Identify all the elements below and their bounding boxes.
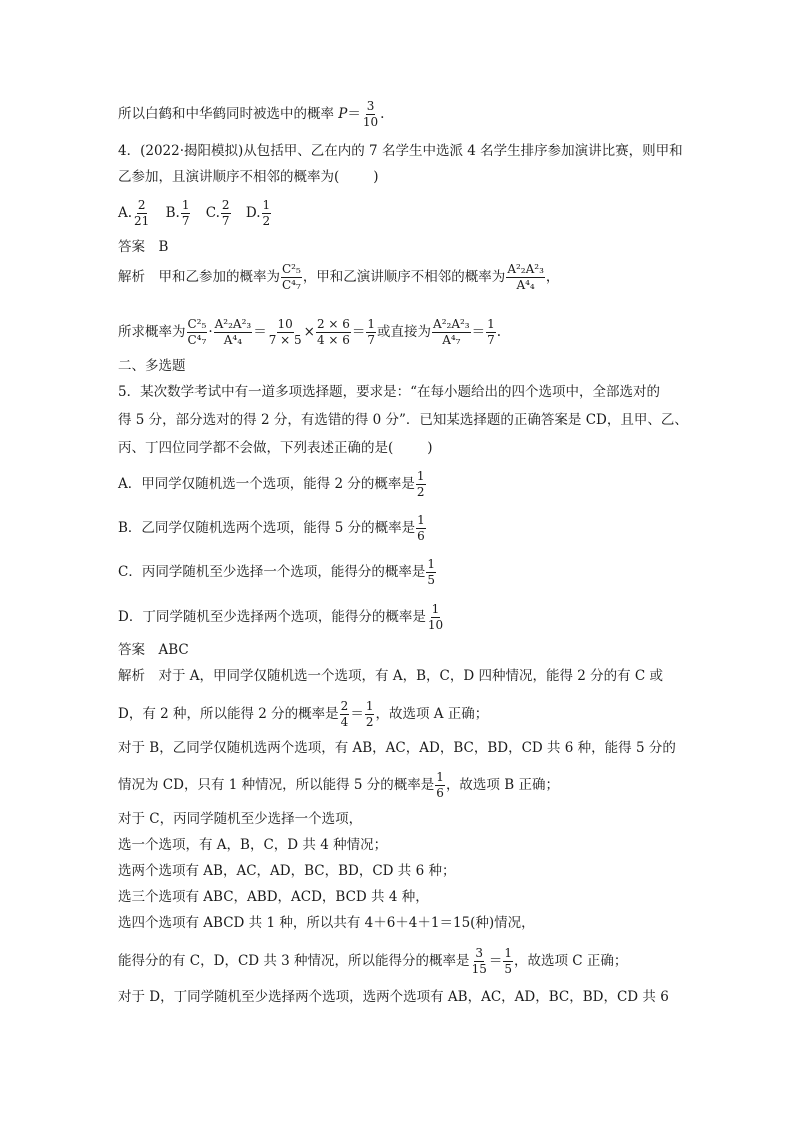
text: ， [545,269,560,285]
period: . [380,106,385,122]
variable-p: P [338,106,348,122]
q4-options [118,199,272,228]
text: A．甲同学仅随机选一个选项，能得 2 分的概率是 [118,476,415,492]
q5-stem-line2: 得 5 分，部分选对的得 2 分，有选错的得 0 分”．已知某选择题的正确答案是 CD，且甲、乙、 [118,412,688,428]
numerator: 2 [221,198,230,212]
fraction [316,318,351,347]
text: ，故选项 C 正确； [513,953,628,969]
numerator: 10 [277,317,293,331]
text: 情况为 CD，只有 1 种情况，所以能得 5 分的概率是 [118,777,435,793]
denominator: 6 [417,529,425,543]
equals-sign: ＝ [347,106,361,122]
numerator: 3 [475,946,484,960]
q4-answer: 答案 B [118,239,169,255]
fraction [365,700,375,729]
equals-sign: ＝ [351,324,366,340]
equals-sign: ＝ [253,324,267,340]
denominator: 2 [262,214,271,228]
q5-explanation-2 [118,700,488,729]
denominator: 21 [134,214,150,228]
text: ，甲和乙演讲顺序不相邻的概率为 [302,269,506,285]
text: ) [427,440,433,456]
section-heading: 二、多选题 [118,358,186,374]
q4-stem-line2 [118,167,379,187]
q5-explanation-5: 对于 C，丙同学随机至少选择一个选项， [118,811,363,827]
denominator: 7 [181,214,190,228]
fraction [268,318,303,347]
fraction [432,318,471,347]
denominator: A⁴₄ [223,333,243,347]
fraction [187,318,208,347]
q4-explanation-line1 [118,263,559,292]
fraction [362,100,379,129]
denominator: 15 [471,962,487,976]
fraction [503,947,513,976]
fraction [435,771,445,800]
q4-stem-line1: 4．(2022·揭阳模拟)从包括甲、乙在内的 7 名学生中选派 4 名学生排序参加演讲比赛，则甲和 [118,143,683,159]
denominator: A⁴₇ [442,333,461,347]
fraction [427,603,444,632]
denominator: 6 [436,786,444,800]
denominator: C⁴₇ [282,278,301,292]
text: 能得分的有 C，D，CD 共 3 种情况，所以能得分的概率是 [118,953,470,969]
q5-option-c [118,558,437,587]
numerator: A²₂A²₃ [507,262,544,276]
denominator: 2 [365,715,374,729]
text: 所求概率为 [118,324,186,340]
q5-explanation-9: 选四个选项有 ABCD 共 1 种，所以共有 4＋6＋4＋1＝15(种)情况， [118,915,535,931]
equals-sign: ＝ [488,953,503,969]
q5-option-a [118,470,427,499]
option-c-fraction [221,199,231,228]
fraction [366,318,376,347]
numerator: 1 [367,317,376,331]
numerator: 2 × 6 [316,317,350,331]
numerator: 1 [365,699,374,713]
text: D，有 2 种，所以能得 2 分的概率是 [118,706,339,722]
numerator: 3 [366,99,375,113]
numerator: 1 [431,602,440,616]
q5-explanation-7: 选两个选项有 AB，AC，AD，BC，BD，CD 共 6 种； [118,863,456,879]
prev-conclusion-line [118,100,384,129]
numerator: 2 [340,699,349,713]
numerator: A²₂A²₃ [214,317,252,331]
text: ，故选项 B 正确； [445,777,559,793]
q5-explanation-6: 选一个选项，有 A，B，C，D 共 4 种情况； [118,837,388,853]
text: 乙参加，且演讲顺序不相邻的概率为( [118,169,340,185]
text: 解析 甲和乙参加的概率为 [118,269,280,285]
option-a-label: A. [118,205,133,221]
denominator: 7 [367,333,376,347]
fraction [506,263,545,292]
option-a-fraction [133,199,150,228]
q5-explanation-4 [118,771,559,800]
q5-explanation-1: 解析 对于 A，甲同学仅随机选一个选项，有 A，B，C，D 四种情况，能得 2 分的有 C 或 [118,668,664,684]
q5-option-b [118,514,427,543]
times-sign: × [303,324,315,340]
option-b-fraction [181,199,191,228]
q5-option-d [118,603,445,632]
text: 或直接为 [377,324,432,340]
q5-stem-line1: 5．某次数学考试中有一道多项选择题，要求是：“在每小题给出的四个选项中，全部选对的 [118,384,660,400]
numerator: 1 [487,317,495,331]
q5-explanation-8: 选三个选项有 ABC，ABD，ACD，BCD 共 4 种， [118,889,429,905]
text: ) [373,169,379,185]
q5-explanation-10 [118,947,627,976]
dot: · [208,324,213,340]
text: 丙、丁四位同学都不会做，下列表述正确的是( [118,440,394,456]
numerator: 1 [504,946,512,960]
numerator: 1 [416,469,425,483]
fraction [416,470,426,499]
text: 所以白鹤和中华鹤同时被选中的概率 [118,106,339,122]
text: B．乙同学仅随机选两个选项，能得 5 分的概率是 [118,520,416,536]
denominator: 5 [504,962,512,976]
fraction [416,514,426,543]
denominator: 7 × 5 [268,333,302,347]
fraction [214,318,253,347]
denominator: 2 [416,485,425,499]
numerator: 2 [137,198,146,212]
numerator: C²₅ [282,262,301,276]
denominator: 7 [487,333,495,347]
numerator: A²₂A²₃ [433,317,470,331]
option-b-label: B. [165,205,180,221]
text: ，故选项 A 正确； [375,706,489,722]
numerator: 1 [417,513,425,527]
numerator: C²₅ [187,317,207,331]
q5-explanation-3: 对于 B，乙同学仅随机选两个选项，有 AB，AC，AD，BC，BD，CD 共 6 种，能得 5 分的 [118,740,676,756]
numerator: 1 [262,198,271,212]
option-c-label: C. [205,205,220,221]
numerator: 1 [181,198,190,212]
q5-explanation-11: 对于 D，丁同学随机至少选择两个选项，选两个选项有 AB，AC，AD，BC，BD，CD 共 6 [118,989,669,1005]
numerator: 1 [436,770,444,784]
option-d-label: D. [245,205,261,221]
denominator: 4 [340,715,349,729]
denominator: C⁴₇ [187,333,207,347]
denominator: 5 [427,573,435,587]
numerator: 1 [427,557,435,571]
option-d-fraction [262,199,272,228]
text: D．丁同学随机至少选择两个选项，能得分的概率是 [118,609,426,625]
equals-sign: ＝ [350,706,364,722]
fraction [426,558,436,587]
text: C．丙同学随机至少选择一个选项，能得分的概率是 [118,564,426,580]
equals-sign: ＝ [471,324,486,340]
denominator: 7 [221,214,230,228]
denominator: 4 × 6 [316,333,350,347]
fraction [340,700,350,729]
denominator: A⁴₄ [516,278,535,292]
q5-answer: 答案 ABC [118,642,189,658]
denominator: 10 [427,618,444,632]
denominator: 10 [362,115,379,129]
q4-explanation-line2 [118,318,501,347]
q5-stem-line3 [118,438,433,458]
period: . [496,324,502,340]
fraction [281,263,302,292]
fraction [471,947,488,976]
fraction [486,318,496,347]
